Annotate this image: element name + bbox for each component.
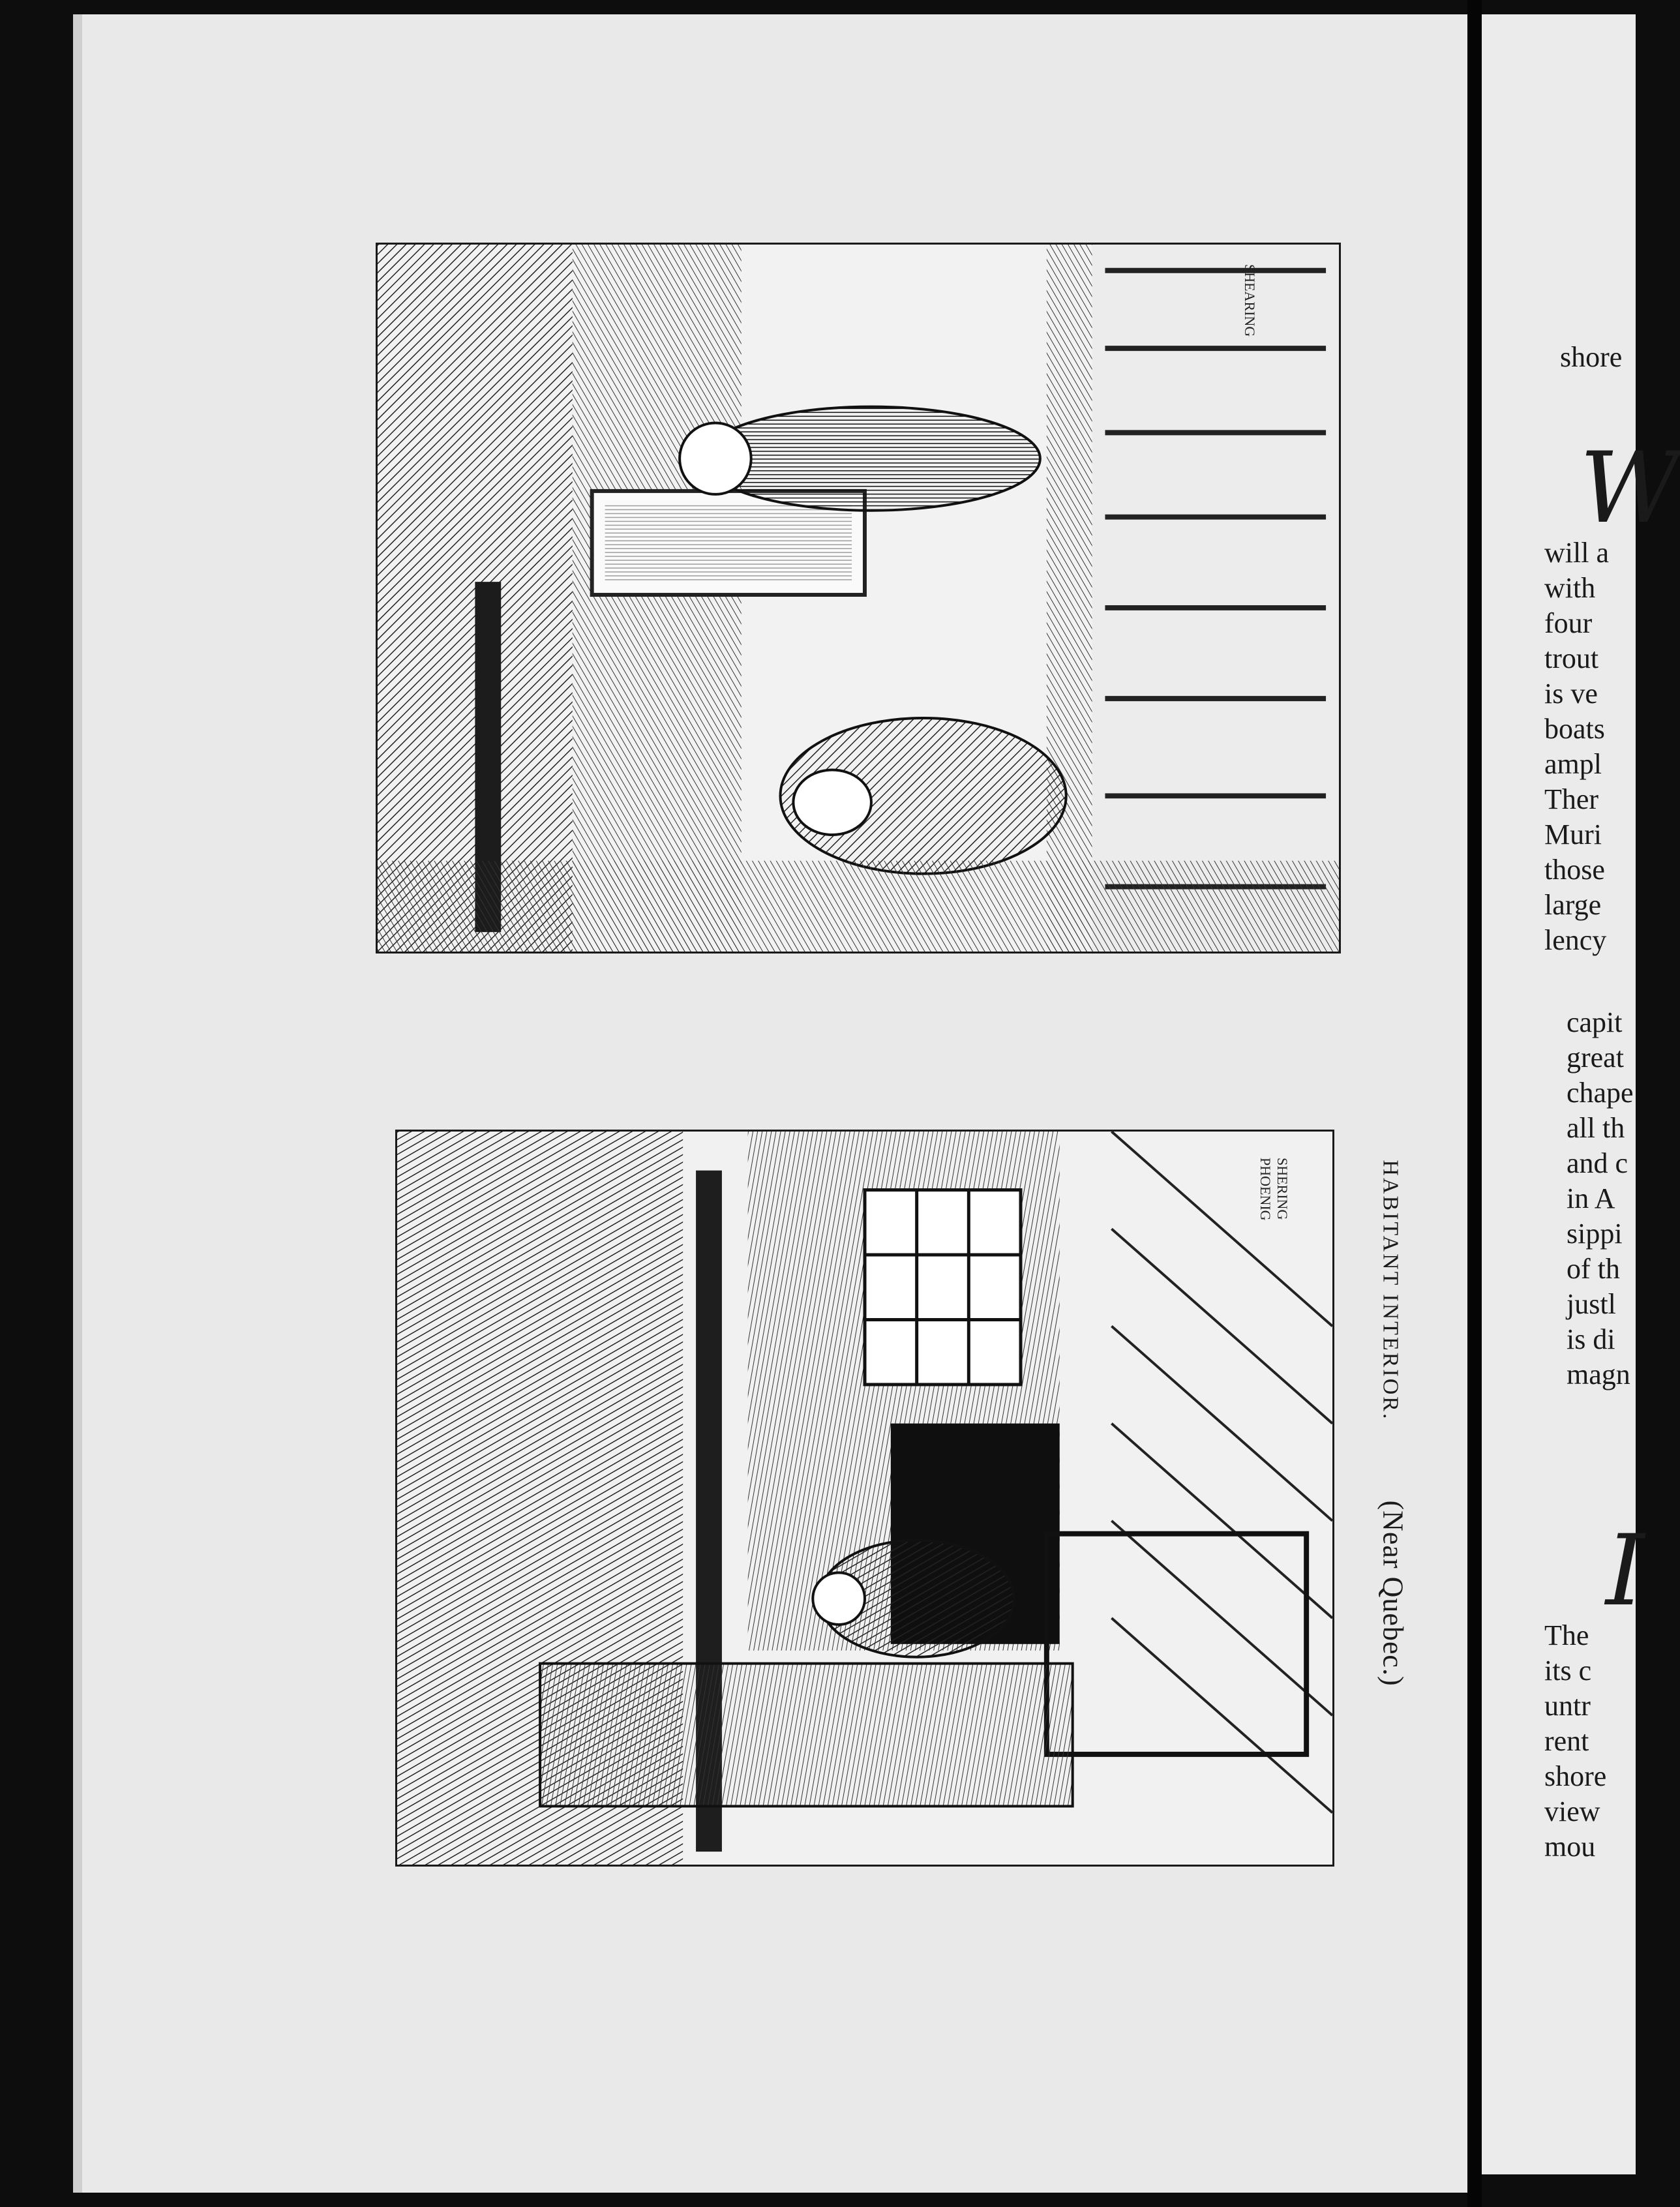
text-line: rent — [1544, 1725, 1589, 1757]
text-line: magn — [1567, 1359, 1630, 1390]
text-line: capit — [1567, 1006, 1623, 1038]
drop-cap-w: W — [1580, 432, 1680, 545]
text-line: great — [1567, 1042, 1624, 1073]
book-gutter — [1467, 0, 1482, 2207]
text-line: Ther — [1544, 783, 1599, 815]
plate-caption — [1354, 1032, 1432, 1814]
text-line: chape — [1567, 1077, 1634, 1109]
text-line: all th — [1567, 1112, 1625, 1144]
text-line: The — [1544, 1619, 1589, 1651]
text-line: of th — [1567, 1253, 1620, 1285]
text-line: its c — [1544, 1655, 1592, 1687]
plate-content — [82, 14, 1477, 2193]
text-line: Muri — [1544, 818, 1602, 850]
left-page-plate — [73, 14, 1467, 2193]
engraver-signature-top: SHEARING — [1242, 264, 1258, 337]
text-line: and c — [1567, 1147, 1628, 1179]
text-line: view — [1544, 1795, 1600, 1827]
illustration-hearth-room — [395, 1130, 1334, 1867]
text-line: is di — [1567, 1323, 1615, 1355]
engraver-signature-bottom: SHERING PHOENIG — [1257, 1158, 1291, 1221]
text-line: ampl — [1544, 748, 1602, 780]
engraving-bottom — [397, 1132, 1332, 1865]
text-line: in A — [1567, 1182, 1615, 1214]
text-line: large — [1544, 889, 1602, 921]
text-line: four — [1544, 607, 1593, 639]
engraving-top — [378, 245, 1339, 952]
text-line: boats — [1544, 713, 1605, 745]
drop-cap-section-3: I — [1606, 1514, 1645, 1628]
text-line: shore — [1560, 341, 1623, 373]
caption-place: (Near Quebec.) — [1377, 1500, 1409, 1687]
illustration-kitchen-women — [376, 243, 1341, 953]
text-line: with — [1544, 572, 1596, 604]
text-line: sippi — [1567, 1218, 1623, 1250]
text-line: shore — [1544, 1760, 1607, 1792]
right-page-text — [1482, 14, 1680, 2174]
text-line: untr — [1544, 1690, 1591, 1722]
text-line: trout — [1544, 642, 1599, 674]
text-line: those — [1544, 854, 1605, 886]
text-line: is ve — [1544, 678, 1598, 710]
text-line: will a — [1544, 537, 1609, 569]
text-line: justl — [1567, 1288, 1616, 1320]
text-line: lency — [1544, 924, 1607, 956]
text-line: mou — [1544, 1831, 1596, 1863]
caption-title: HABITANT INTERIOR. — [1378, 1160, 1403, 1421]
